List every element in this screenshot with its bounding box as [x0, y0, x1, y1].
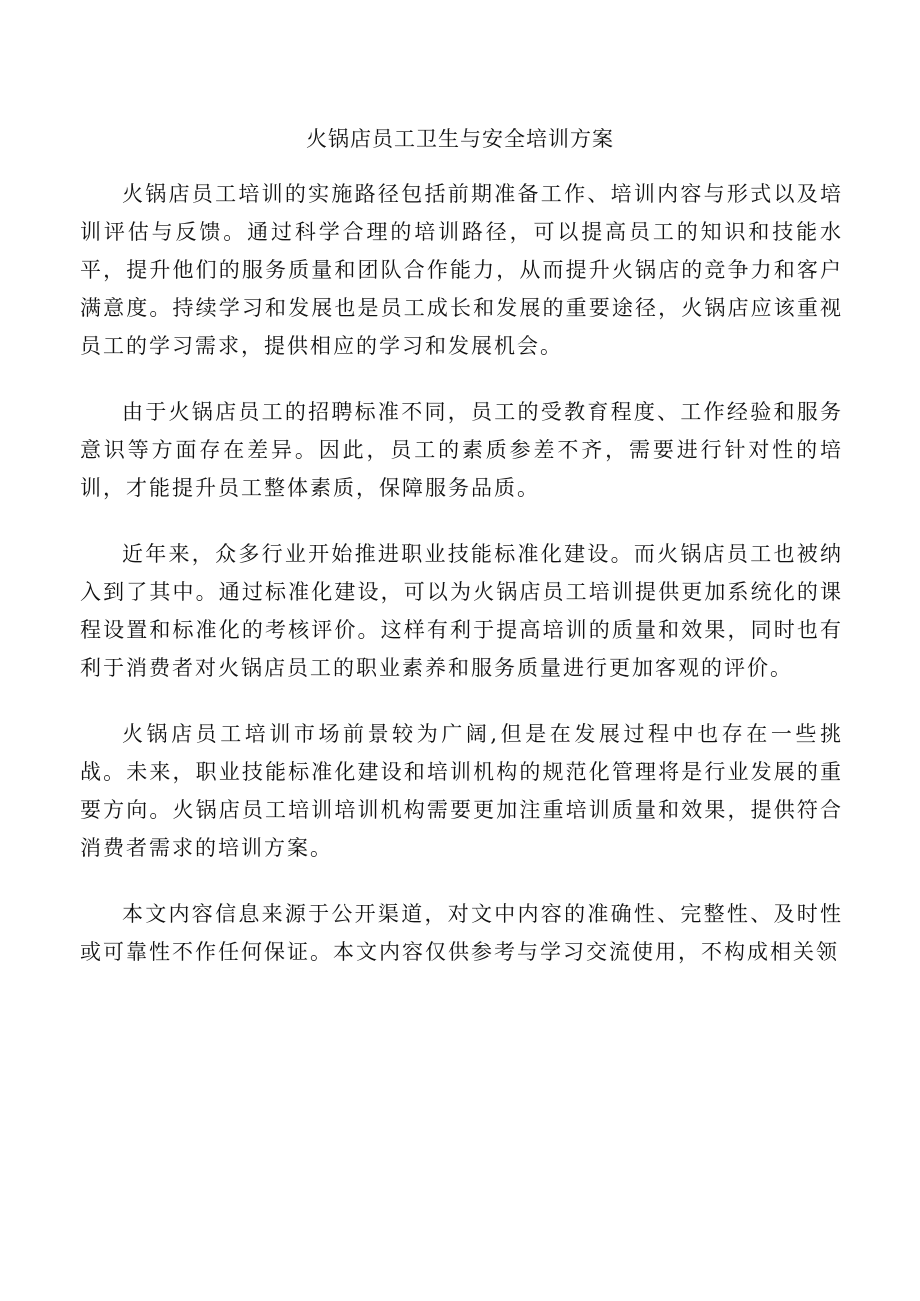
document-title: 火锅店员工卫生与安全培训方案 [306, 127, 614, 151]
paragraph-3: 近年来，众多行业开始推进职业技能标准化建设。而火锅店员工也被纳入到了其中。通过标准化建设，可以为火锅店员工培训提供更加系统化的课程设置和标准化的考核评价。这样有利于提高培训的质量和效果，同时也有利于消费者对火锅店员工的职业素养和服务质量进行更加客观的评价。 [80, 542, 843, 680]
paragraph-1: 火锅店员工培训的实施路径包括前期准备工作、培训内容与形式以及培训评估与反馈。通过科学合理的培训路径，可以提高员工的知识和技能水平，提升他们的服务质量和团队合作能力，从而提升火锅店的竞争力和客户满意度。持续学习和发展也是员工成长和发展的重要途径，火锅店应该重视员工的学习需求，提供相应的学习和发展机会。 [80, 182, 843, 358]
paragraph-5: 本文内容信息来源于公开渠道，对文中内容的准确性、完整性、及时性或可靠性不作任何保证。本文内容仅供参考与学习交流使用，不构成相关领 [80, 902, 843, 964]
document-body [80, 175, 843, 999]
paragraph-4: 火锅店员工培训市场前景较为广阔,但是在发展过程中也存在一些挑战。未来，职业技能标准化建设和培训机构的规范化管理将是行业发展的重要方向。火锅店员工培训培训机构需要更加注重培训质量和效果，提供符合消费者需求的培训方案。 [80, 722, 843, 860]
paragraph-2: 由于火锅店员工的招聘标准不同，员工的受教育程度、工作经验和服务意识等方面存在差异。因此，员工的素质参差不齐，需要进行针对性的培训，才能提升员工整体素质，保障服务品质。 [80, 400, 843, 500]
